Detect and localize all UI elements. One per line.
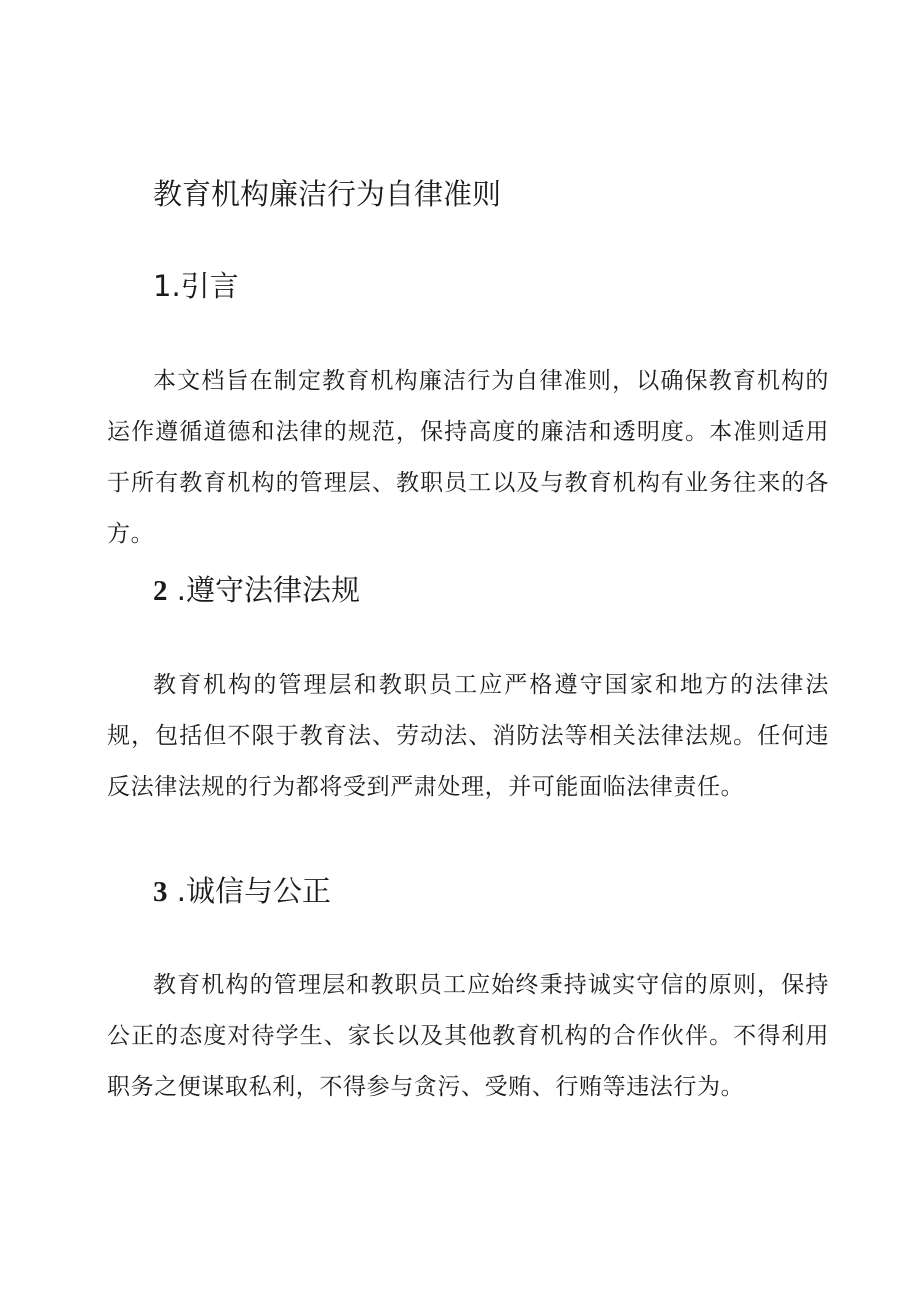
section-number: 2 xyxy=(153,575,168,607)
section-heading-introduction xyxy=(153,266,239,306)
section-paragraph-integrity: 教育机构的管理层和教职员工应始终秉持诚实守信的原则，保持公正的态度对待学生、家长以及其他教育机构的合作伙伴。不得利用职务之便谋取私利，不得参与贪污、受贿、行贿等违法行为。 xyxy=(107,972,829,1100)
section-heading-text: 引言 xyxy=(180,269,239,303)
section-number: 1 xyxy=(153,269,172,303)
section-heading-text: 遵守法律法规 xyxy=(185,573,360,607)
section-number: 3 xyxy=(153,876,168,908)
section-separator: . xyxy=(171,269,181,303)
section-paragraph-introduction: 本文档旨在制定教育机构廉洁行为自律准则，以确保教育机构的运作遵循道德和法律的规范，保持高度的廉洁和透明度。本准则适用于所有教育机构的管理层、教职员工以及与教育机构有业务往来的各方。 xyxy=(107,368,829,547)
document-title: 教育机构廉洁行为自律准则 xyxy=(153,177,502,211)
section-heading-text: 诚信与公正 xyxy=(185,874,331,908)
section-separator: . xyxy=(167,874,186,908)
section-paragraph-compliance: 教育机构的管理层和教职员工应严格遵守国家和地方的法律法规，包括但不限于教育法、劳动法、消防法等相关法律法规。任何违反法律法规的行为都将受到严肃处理，并可能面临法律责任。 xyxy=(107,672,829,800)
section-separator: . xyxy=(167,573,186,607)
section-heading-integrity xyxy=(153,871,331,912)
section-heading-compliance xyxy=(153,570,360,611)
